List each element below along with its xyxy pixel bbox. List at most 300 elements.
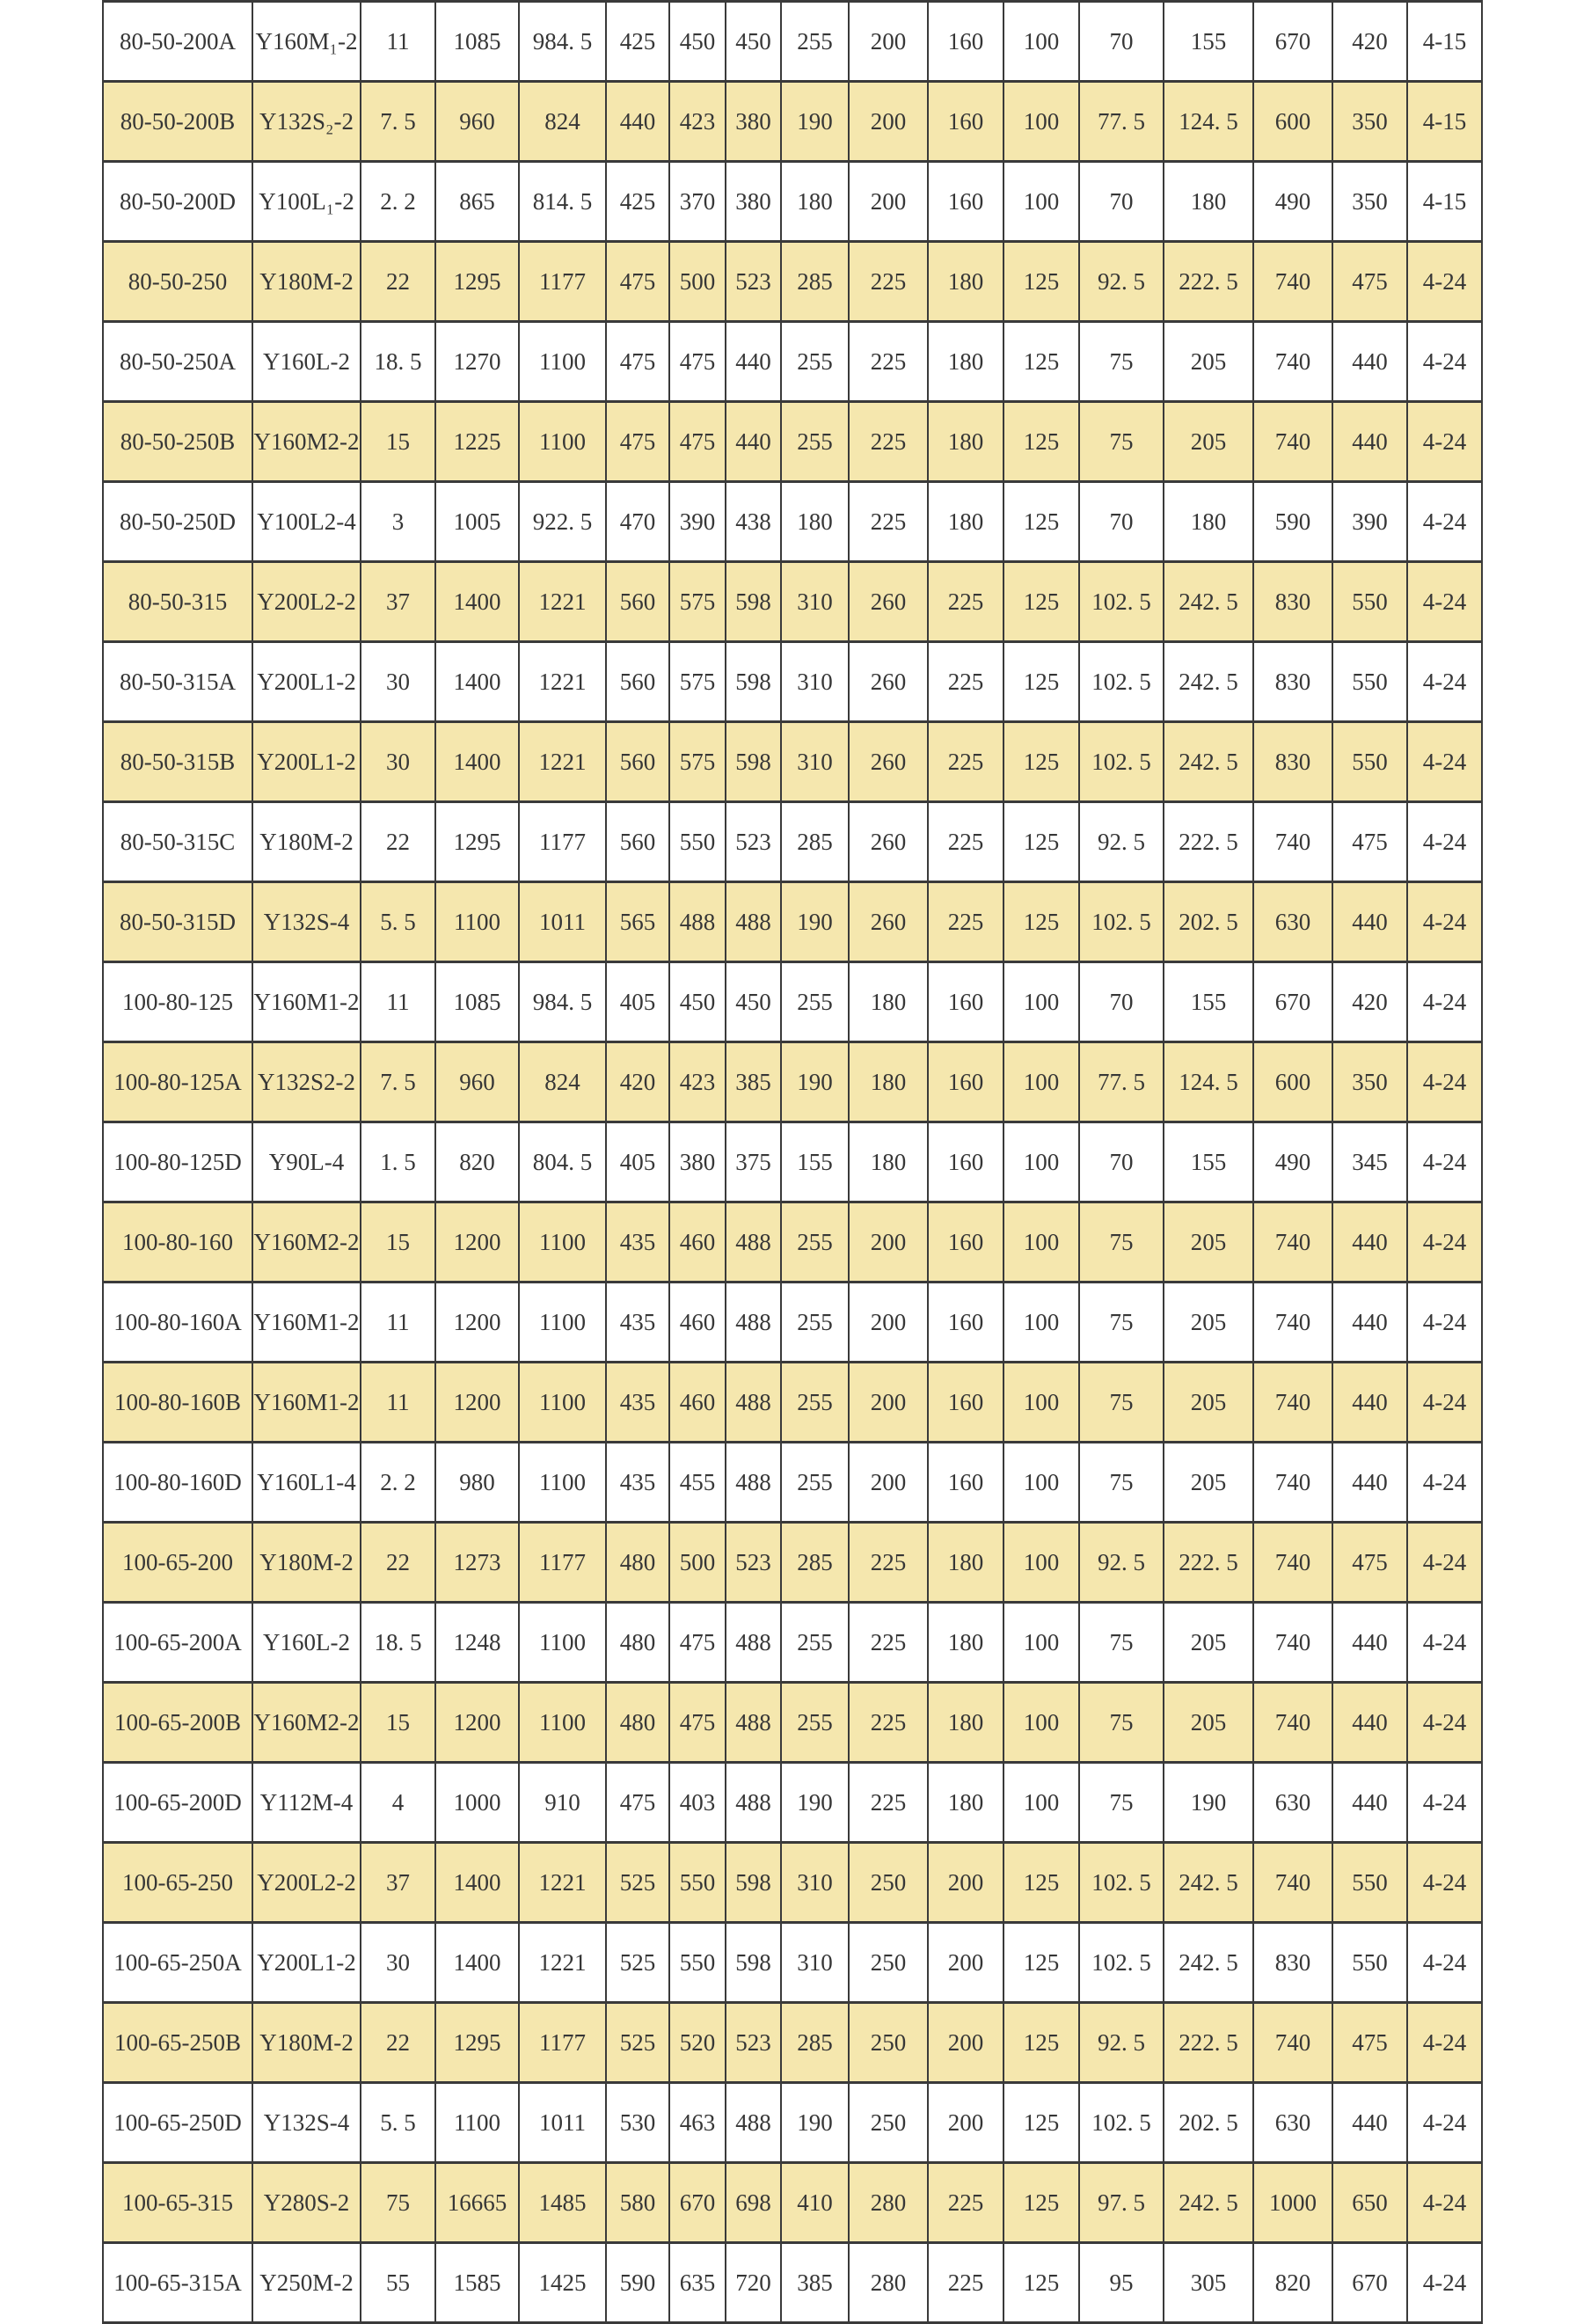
table-cell: 740 [1253, 402, 1332, 482]
table-cell: 100-65-200A [103, 1603, 252, 1683]
table-cell: 550 [1332, 722, 1407, 802]
table-cell: 11 [361, 1283, 435, 1363]
table-cell: 225 [849, 1763, 928, 1843]
table-cell: 225 [849, 1683, 928, 1763]
table-cell: 11 [361, 962, 435, 1042]
table-cell: 1177 [519, 802, 606, 882]
table-cell: 190 [781, 2083, 849, 2163]
table-cell: 984. 5 [519, 962, 606, 1042]
table-cell: 180 [928, 242, 1003, 322]
table-cell: 4-24 [1407, 1603, 1482, 1683]
table-cell: 2. 2 [361, 162, 435, 242]
table-cell: 190 [781, 1763, 849, 1843]
table-cell: 4-24 [1407, 882, 1482, 962]
table-cell: 100 [1003, 1283, 1079, 1363]
table-cell: 740 [1253, 1683, 1332, 1763]
table-cell: Y200L1-2 [252, 722, 361, 802]
table-cell: 225 [928, 2163, 1003, 2243]
table-cell: 1005 [435, 482, 519, 562]
table-cell: 180 [928, 402, 1003, 482]
table-cell: 180 [849, 1042, 928, 1122]
table-cell: 11 [361, 1363, 435, 1443]
table-cell: 440 [1332, 1683, 1407, 1763]
table-cell: 180 [928, 482, 1003, 562]
table-cell: 1200 [435, 1363, 519, 1443]
table-row [103, 642, 1482, 722]
table-cell: 5. 5 [361, 2083, 435, 2163]
table-cell: Y250M-2 [252, 2243, 361, 2323]
table-cell: 125 [1003, 1923, 1079, 2003]
table-cell: 100 [1003, 162, 1079, 242]
table-cell: 1585 [435, 2243, 519, 2323]
table-cell: 102. 5 [1079, 2083, 1164, 2163]
table-cell: 475 [606, 1763, 669, 1843]
table-cell: 75 [1079, 1443, 1164, 1523]
table-cell: 7. 5 [361, 1042, 435, 1122]
table-cell: 180 [928, 1523, 1003, 1603]
table-cell: 425 [606, 2, 669, 82]
table-cell: 1100 [435, 2083, 519, 2163]
table-cell: 670 [1253, 2, 1332, 82]
table-cell: 160 [928, 962, 1003, 1042]
table-cell: 1177 [519, 2003, 606, 2083]
table-cell: 4-24 [1407, 242, 1482, 322]
table-row [103, 1523, 1482, 1603]
table-cell: 4-24 [1407, 1283, 1482, 1363]
table-cell: 1100 [519, 1283, 606, 1363]
table-cell: 22 [361, 242, 435, 322]
table-cell: 460 [669, 1202, 726, 1283]
table-cell: 310 [781, 562, 849, 642]
table-cell: 820 [435, 1122, 519, 1202]
table-cell: 125 [1003, 722, 1079, 802]
table-cell: 242. 5 [1164, 562, 1253, 642]
table-cell: 250 [849, 1843, 928, 1923]
table-cell: 475 [669, 1603, 726, 1683]
table-cell: 22 [361, 802, 435, 882]
table-cell: 435 [606, 1363, 669, 1443]
table-cell: 100-65-200 [103, 1523, 252, 1603]
table-cell: 30 [361, 642, 435, 722]
table-cell: 180 [928, 1603, 1003, 1683]
table-cell: 814. 5 [519, 162, 606, 242]
table-cell: Y160M₁-2 [252, 2, 361, 82]
table-cell: 100-80-125A [103, 1042, 252, 1122]
table-cell: 102. 5 [1079, 1843, 1164, 1923]
table-row [103, 722, 1482, 802]
table-cell: 598 [726, 1843, 781, 1923]
table-cell: 830 [1253, 642, 1332, 722]
table-cell: 285 [781, 2003, 849, 2083]
table-cell: 125 [1003, 402, 1079, 482]
table-cell: 180 [1164, 482, 1253, 562]
table-row [103, 2243, 1482, 2323]
table-cell: 205 [1164, 1283, 1253, 1363]
table-cell: 450 [669, 962, 726, 1042]
table-cell: 1221 [519, 642, 606, 722]
table-row [103, 1122, 1482, 1202]
table-cell: 435 [606, 1443, 669, 1523]
table-cell: 75 [1079, 1363, 1164, 1443]
table-cell: 100-65-250B [103, 2003, 252, 2083]
table-cell: 97. 5 [1079, 2163, 1164, 2243]
table-cell: 1400 [435, 1843, 519, 1923]
table-cell: 102. 5 [1079, 882, 1164, 962]
table-row [103, 1202, 1482, 1283]
table-cell: 1400 [435, 1923, 519, 2003]
table-cell: 95 [1079, 2243, 1164, 2323]
table-cell: 280 [849, 2243, 928, 2323]
table-row [103, 1683, 1482, 1763]
table-cell: Y180M-2 [252, 1523, 361, 1603]
table-row [103, 2163, 1482, 2243]
table-cell: 100 [1003, 1202, 1079, 1283]
table-cell: Y180M-2 [252, 802, 361, 882]
table-cell: 380 [726, 82, 781, 162]
table-cell: 922. 5 [519, 482, 606, 562]
table-cell: Y112M-4 [252, 1763, 361, 1843]
table-cell: 1100 [519, 1443, 606, 1523]
table-cell: 1200 [435, 1683, 519, 1763]
table-cell: 190 [781, 882, 849, 962]
table-cell: 488 [726, 1363, 781, 1443]
table-cell: 1100 [435, 882, 519, 962]
table-cell: 490 [1253, 1122, 1332, 1202]
table-row [103, 1843, 1482, 1923]
table-cell: 202. 5 [1164, 2083, 1253, 2163]
table-cell: 255 [781, 322, 849, 402]
table-cell: 92. 5 [1079, 802, 1164, 882]
table-cell: 160 [928, 1363, 1003, 1443]
table-cell: 1295 [435, 242, 519, 322]
table-cell: 460 [669, 1363, 726, 1443]
table-cell: 984. 5 [519, 2, 606, 82]
table-cell: 4-15 [1407, 82, 1482, 162]
table-cell: 350 [1332, 162, 1407, 242]
table-cell: 225 [849, 1523, 928, 1603]
table-row [103, 2, 1482, 82]
table-cell: 1221 [519, 1923, 606, 2003]
table-cell: 575 [669, 642, 726, 722]
table-cell: 205 [1164, 1443, 1253, 1523]
table-cell: 720 [726, 2243, 781, 2323]
table-cell: 255 [781, 1202, 849, 1283]
table-cell: 523 [726, 2003, 781, 2083]
table-cell: 18. 5 [361, 1603, 435, 1683]
table-cell: 450 [669, 2, 726, 82]
table-cell: 350 [1332, 82, 1407, 162]
table-row [103, 1603, 1482, 1683]
table-cell: 125 [1003, 802, 1079, 882]
table-cell: 740 [1253, 1283, 1332, 1363]
table-cell: 740 [1253, 1523, 1332, 1603]
table-cell: 450 [726, 962, 781, 1042]
table-cell: 80-50-315C [103, 802, 252, 882]
table-cell: 560 [606, 802, 669, 882]
table-cell: 205 [1164, 1202, 1253, 1283]
table-row [103, 1443, 1482, 1523]
table-cell: 670 [669, 2163, 726, 2243]
table-cell: 125 [1003, 562, 1079, 642]
table-cell: 18. 5 [361, 322, 435, 402]
table-cell: 423 [669, 82, 726, 162]
table-cell: 100 [1003, 1523, 1079, 1603]
table-cell: 200 [849, 1283, 928, 1363]
table-cell: 488 [669, 882, 726, 962]
table-cell: 37 [361, 562, 435, 642]
table-cell: 75 [1079, 1202, 1164, 1283]
table-cell: 480 [606, 1523, 669, 1603]
table-cell: Y160M1-2 [252, 962, 361, 1042]
table-cell: 4-24 [1407, 402, 1482, 482]
table-cell: 1100 [519, 1603, 606, 1683]
table-cell: 280 [849, 2163, 928, 2243]
table-cell: 4-24 [1407, 1683, 1482, 1763]
table-row [103, 162, 1482, 242]
table-cell: 390 [1332, 482, 1407, 562]
table-cell: 222. 5 [1164, 242, 1253, 322]
table-cell: 1221 [519, 1843, 606, 1923]
table-cell: 310 [781, 1843, 849, 1923]
table-row [103, 562, 1482, 642]
table-cell: 180 [928, 1683, 1003, 1763]
table-cell: 4-24 [1407, 1763, 1482, 1843]
table-cell: Y160M2-2 [252, 1683, 361, 1763]
table-cell: 80-50-200D [103, 162, 252, 242]
table-cell: 1100 [519, 1202, 606, 1283]
table-cell: 525 [606, 2003, 669, 2083]
table-cell: 475 [606, 402, 669, 482]
table-cell: 205 [1164, 322, 1253, 402]
table-cell: 242. 5 [1164, 1843, 1253, 1923]
pump-spec-table [102, 0, 1483, 2324]
table-cell: 205 [1164, 1683, 1253, 1763]
table-cell: 22 [361, 2003, 435, 2083]
table-cell: 4-24 [1407, 2163, 1482, 2243]
table-cell: 403 [669, 1763, 726, 1843]
table-cell: 255 [781, 1363, 849, 1443]
table-cell: 523 [726, 242, 781, 322]
table-cell: 470 [606, 482, 669, 562]
table-cell: 590 [606, 2243, 669, 2323]
table-cell: 740 [1253, 242, 1332, 322]
table-cell: 550 [1332, 1923, 1407, 2003]
table-cell: 475 [1332, 242, 1407, 322]
table-cell: 740 [1253, 802, 1332, 882]
table-cell: 488 [726, 1283, 781, 1363]
table-cell: 7. 5 [361, 82, 435, 162]
table-cell: 80-50-200B [103, 82, 252, 162]
table-cell: 225 [849, 1603, 928, 1683]
table-cell: 160 [928, 2, 1003, 82]
table-cell: Y200L2-2 [252, 1843, 361, 1923]
table-cell: 100-65-200B [103, 1683, 252, 1763]
table-cell: 250 [849, 1923, 928, 2003]
table-cell: 11 [361, 2, 435, 82]
table-cell: 225 [928, 642, 1003, 722]
table-cell: 440 [726, 322, 781, 402]
table-cell: 824 [519, 82, 606, 162]
table-cell: 180 [849, 1122, 928, 1202]
table-cell: 475 [606, 242, 669, 322]
table-cell: 488 [726, 1763, 781, 1843]
table-cell: 92. 5 [1079, 1523, 1164, 1603]
table-cell: 375 [726, 1122, 781, 1202]
table-cell: 550 [669, 1843, 726, 1923]
table-cell: 80-50-315A [103, 642, 252, 722]
table-cell: 100 [1003, 1683, 1079, 1763]
table-cell: 155 [1164, 2, 1253, 82]
table-cell: 200 [849, 82, 928, 162]
table-cell: 255 [781, 2, 849, 82]
table-cell: 4-24 [1407, 2243, 1482, 2323]
table-cell: 440 [1332, 2083, 1407, 2163]
table-cell: 160 [928, 1042, 1003, 1122]
table-cell: 124. 5 [1164, 1042, 1253, 1122]
table-cell: 500 [669, 1523, 726, 1603]
table-cell: 255 [781, 1683, 849, 1763]
table-cell: 4-24 [1407, 482, 1482, 562]
table-cell: 960 [435, 82, 519, 162]
table-cell: 480 [606, 1603, 669, 1683]
table-cell: 155 [1164, 1122, 1253, 1202]
table-cell: 75 [361, 2163, 435, 2243]
table-cell: 488 [726, 1683, 781, 1763]
table-cell: 200 [849, 2, 928, 82]
table-cell: 1011 [519, 2083, 606, 2163]
table-cell: 80-50-200A [103, 2, 252, 82]
table-cell: 222. 5 [1164, 2003, 1253, 2083]
table-cell: 100 [1003, 82, 1079, 162]
table-cell: 310 [781, 722, 849, 802]
table-cell: 4-24 [1407, 1923, 1482, 2003]
table-cell: 420 [1332, 2, 1407, 82]
table-cell: 463 [669, 2083, 726, 2163]
table-cell: 1085 [435, 962, 519, 1042]
table-cell: 205 [1164, 1603, 1253, 1683]
table-row [103, 1923, 1482, 2003]
table-cell: 488 [726, 882, 781, 962]
table-cell: 180 [781, 162, 849, 242]
table-cell: 75 [1079, 1603, 1164, 1683]
table-cell: 205 [1164, 402, 1253, 482]
table-cell: Y160L1-4 [252, 1443, 361, 1523]
table-cell: 100 [1003, 1443, 1079, 1523]
table-cell: 100 [1003, 1763, 1079, 1843]
table-cell: Y132S-4 [252, 2083, 361, 2163]
table-cell: 440 [1332, 402, 1407, 482]
table-cell: 225 [928, 562, 1003, 642]
table-cell: 260 [849, 722, 928, 802]
table-cell: 100 [1003, 1603, 1079, 1683]
table-cell: 1177 [519, 1523, 606, 1603]
table-cell: 455 [669, 1443, 726, 1523]
table-cell: 80-50-250B [103, 402, 252, 482]
table-cell: 155 [781, 1122, 849, 1202]
table-cell: 100 [1003, 1363, 1079, 1443]
table-cell: Y160M2-2 [252, 402, 361, 482]
table-cell: 390 [669, 482, 726, 562]
table-cell: 4-24 [1407, 1122, 1482, 1202]
table-cell: 125 [1003, 482, 1079, 562]
table-cell: 260 [849, 642, 928, 722]
table-cell: 75 [1079, 322, 1164, 402]
table-cell: 15 [361, 402, 435, 482]
table-cell: 630 [1253, 1763, 1332, 1843]
table-cell: 380 [669, 1122, 726, 1202]
table-cell: 560 [606, 562, 669, 642]
table-cell: 980 [435, 1443, 519, 1523]
table-cell: 420 [1332, 962, 1407, 1042]
table-cell: 125 [1003, 2243, 1079, 2323]
table-cell: 160 [928, 1443, 1003, 1523]
table-cell: 200 [849, 1202, 928, 1283]
table-cell: 525 [606, 1843, 669, 1923]
table-cell: 740 [1253, 322, 1332, 402]
table-cell: 440 [1332, 882, 1407, 962]
table-cell: 600 [1253, 82, 1332, 162]
table-cell: 102. 5 [1079, 562, 1164, 642]
table-cell: 125 [1003, 642, 1079, 722]
table-cell: 242. 5 [1164, 2163, 1253, 2243]
table-cell: 80-50-250A [103, 322, 252, 402]
table-cell: 75 [1079, 1283, 1164, 1363]
table-cell: 440 [1332, 1763, 1407, 1843]
table-cell: 200 [849, 1363, 928, 1443]
table-cell: 440 [1332, 322, 1407, 402]
table-cell: 225 [928, 2243, 1003, 2323]
table-cell: 180 [1164, 162, 1253, 242]
table-cell: 1221 [519, 562, 606, 642]
table-cell: 440 [1332, 1202, 1407, 1283]
table-cell: Y160L-2 [252, 1603, 361, 1683]
table-cell: 525 [606, 1923, 669, 2003]
table-cell: 635 [669, 2243, 726, 2323]
table-cell: 1221 [519, 722, 606, 802]
table-cell: 480 [606, 1683, 669, 1763]
table-cell: 310 [781, 1923, 849, 2003]
table-cell: 1200 [435, 1202, 519, 1283]
table-cell: 740 [1253, 2003, 1332, 2083]
table-cell: Y100L2-4 [252, 482, 361, 562]
table-cell: 410 [781, 2163, 849, 2243]
table-cell: 160 [928, 1202, 1003, 1283]
table-cell: 475 [606, 322, 669, 402]
table-cell: 200 [849, 1443, 928, 1523]
table-cell: 225 [928, 722, 1003, 802]
table-cell: 1000 [435, 1763, 519, 1843]
table-row [103, 322, 1482, 402]
table-row [103, 2083, 1482, 2163]
table-cell: 1100 [519, 402, 606, 482]
table-row [103, 1763, 1482, 1843]
table-cell: 100-80-160A [103, 1283, 252, 1363]
table-cell: 423 [669, 1042, 726, 1122]
table-cell: 125 [1003, 882, 1079, 962]
table-cell: 75 [1079, 1683, 1164, 1763]
table-cell: 440 [1332, 1363, 1407, 1443]
table-cell: 100-80-125D [103, 1122, 252, 1202]
table-cell: 560 [606, 722, 669, 802]
table-cell: 225 [928, 802, 1003, 882]
table-cell: 1270 [435, 322, 519, 402]
table-row [103, 1283, 1482, 1363]
table-cell: 200 [928, 2083, 1003, 2163]
table-cell: 310 [781, 642, 849, 722]
table-cell: 15 [361, 1202, 435, 1283]
table-cell: 80-50-315D [103, 882, 252, 962]
table-cell: 740 [1253, 1603, 1332, 1683]
